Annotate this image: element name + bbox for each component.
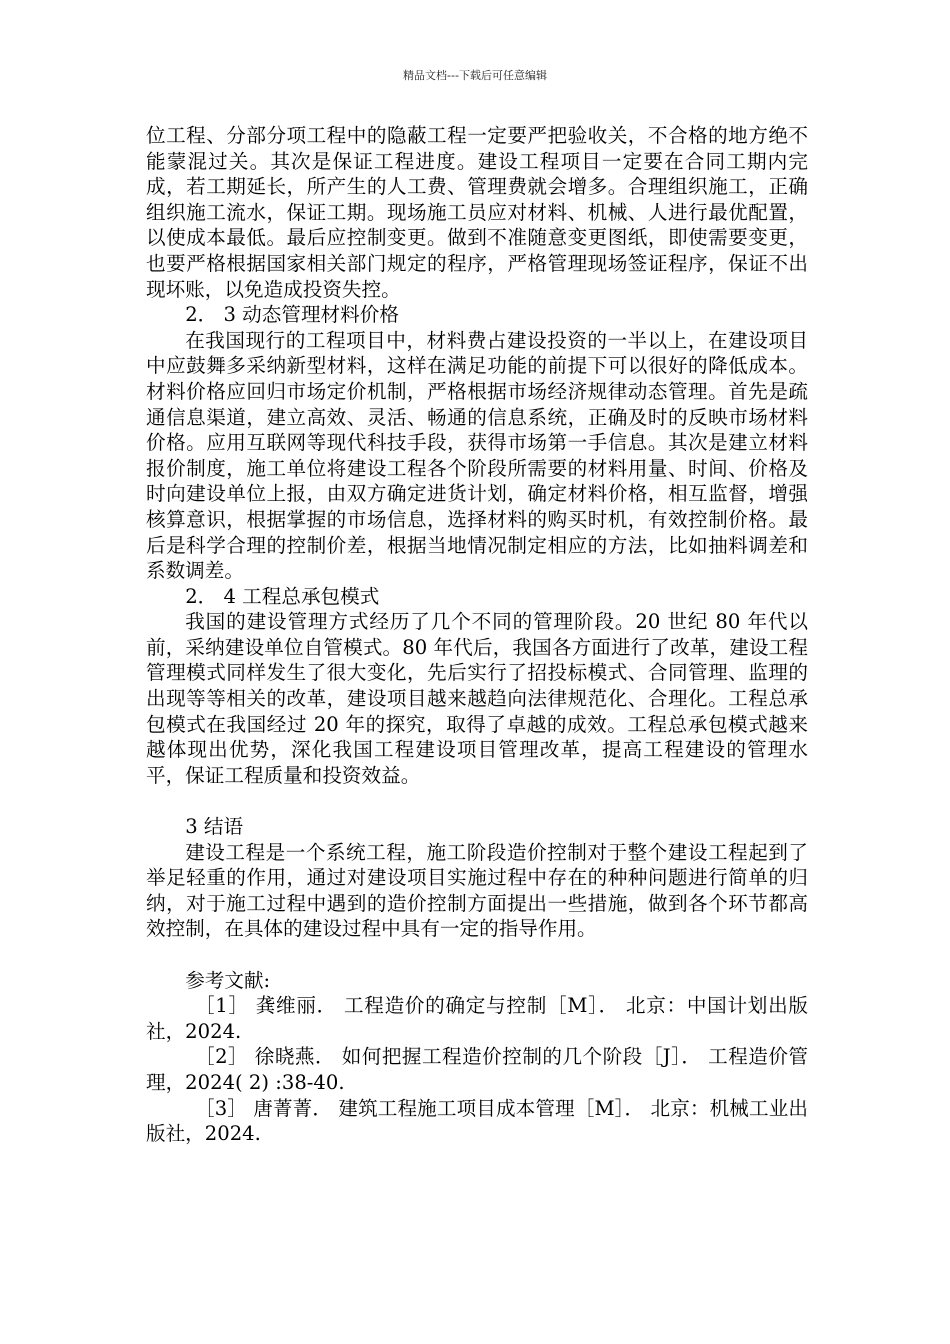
document-body (146, 123, 808, 1147)
spacer (146, 788, 808, 814)
paragraph-2-3: 在我国现行的工程项目中，材料费占建设投资的一半以上，在建设项目中应鼓舞多采纳新型材料，这样在满足功能的前提下可以很好的降低成本。材料价格应回归市场定价机制，严格根据市场经济规律动态管理。首先是疏通信息渠道，建立高效、灵活、畅通的信息系统，正确及时的反映市场材料价格。应用互联网等现代科技手段，获得市场第一手信息。其次是建立材料报价制度，施工单位将建设工程各个阶段所需要的材料用量、时间、价格及时向建设单位上报，由双方确定进货计划，确定材料价格，相互监督，增强核算意识，根据掌握的市场信息，选择材料的购买时机，有效控制价格。最后是科学合理的控制价差，根据当地情况制定相应的方法，比如抽料调差和系数调差。 (146, 328, 808, 583)
reference-item: ［2］ 徐晓燕． 如何把握工程造价控制的几个阶段［J］． 工程造价管理，2024( 2) :38-40. (146, 1045, 808, 1094)
references-title: 参考文献: (185, 968, 271, 992)
paragraph-2-4: 我国的建设管理方式经历了几个不同的管理阶段。20 世纪 80 年代以前，采纳建设单位自管模式。80 年代后，我国各方面进行了改革，建设工程管理模式同样发生了很大变化，先后实行了招投标模式、合同管理、监理的出现等等相关的改革，建设项目越来越趋向法律规范化、合理化。工程总承包模式在我国经过 20 年的探究，取得了卓越的成效。工程总承包模式越来越体现出优势，深化我国工程建设项目管理改革，提高工程建设的管理水平，保证工程质量和投资效益。 (146, 610, 808, 787)
reference-item: ［1］ 龚维丽． 工程造价的确定与控制［M］． 北京：中国计划出版社，2024. (146, 994, 808, 1043)
reference-item: ［3］ 唐菁菁． 建筑工程施工项目成本管理［M］． 北京：机械工业出版社，2024. (146, 1096, 808, 1146)
spacer (146, 942, 808, 968)
section-heading-2-3: 2． 3 动态管理材料价格 (185, 303, 399, 327)
section-heading-3: 3 结语 (185, 815, 244, 839)
paragraph-continued: 位工程、分部分项工程中的隐蔽工程一定要严把验收关，不合格的地方绝不能蒙混过关。其次是保证工程进度。建设工程项目一定要在合同工期内完成，若工期延长，所产生的人工费、管理费就会增多。合理组织施工，正确组织施工流水，保证工期。现场施工员应对材料、机械、人进行最优配置，以使成本最低。最后应控制变更。做到不准随意变更图纸，即使需要变更，也要严格根据国家相关部门规定的程序，严格管理现场签证程序，保证不出现坏账，以免造成投资失控。 (146, 124, 808, 301)
paragraph-3: 建设工程是一个系统工程，施工阶段造价控制对于整个建设工程起到了举足轻重的作用，通过对建设项目实施过程中存在的种种问题进行简单的归纳，对于施工过程中遇到的造价控制方面提出一些措施，做到各个环节都高效控制，在具体的建设过程中具有一定的指导作用。 (146, 840, 808, 941)
page-header: 精品文档---下载后可任意编辑 (403, 69, 547, 82)
section-heading-2-4: 2． 4 工程总承包模式 (185, 584, 380, 608)
